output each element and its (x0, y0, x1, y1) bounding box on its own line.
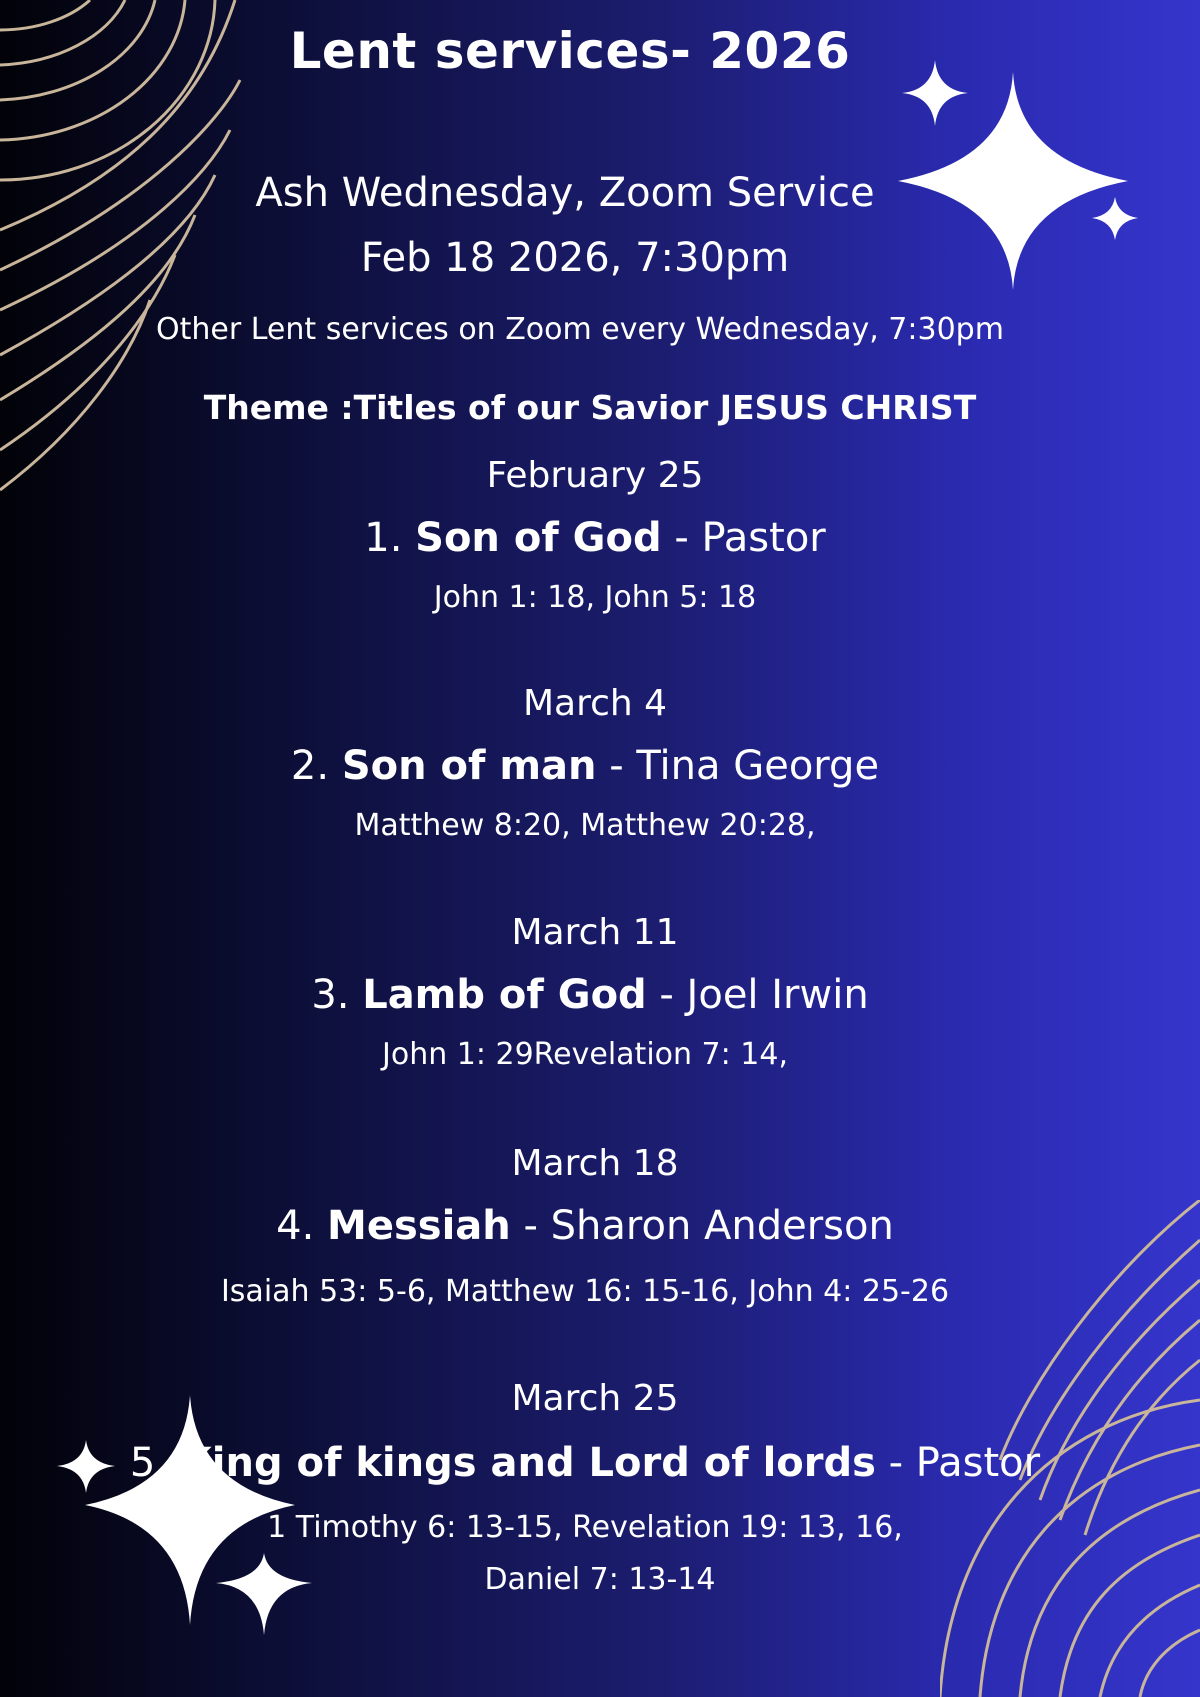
service-speaker: - Pastor (888, 1440, 1041, 1486)
service-title: King of kings and Lord of lords (180, 1440, 876, 1486)
poster-title: Lent services- 2026 (289, 22, 851, 80)
scripture-refs: John 1: 29Revelation 7: 14, (382, 1037, 788, 1072)
service-entry (0, 1440, 1185, 1486)
scripture-refs: 1 Timothy 6: 13-15, Revelation 19: 13, 16, (267, 1510, 903, 1545)
service-number: 3. (311, 972, 350, 1018)
scripture-refs: Isaiah 53: 5-6, Matthew 16: 15-16, John 4: 25-26 (220, 1274, 950, 1309)
service-date: March 25 (511, 1378, 679, 1419)
service-number: 1. (364, 515, 403, 561)
service-speaker: - Tina George (609, 743, 880, 789)
service-title: Lamb of God (362, 972, 647, 1018)
service-date: March 18 (511, 1143, 679, 1184)
service-speaker: - Joel Irwin (659, 972, 869, 1018)
service-entry (0, 743, 1185, 789)
service-date: March 11 (511, 912, 679, 953)
service-number: 5. (129, 1440, 169, 1486)
service-title: Messiah (327, 1203, 511, 1249)
theme-heading: Theme :Titles of our Savior JESUS CHRIST (203, 388, 977, 427)
scripture-refs-continued: Daniel 7: 13-14 (484, 1562, 716, 1597)
service-entry (0, 972, 1190, 1018)
service-date: March 4 (522, 683, 668, 724)
service-date: February 25 (486, 455, 704, 496)
service-entry (0, 515, 1195, 561)
service-speaker: - Pastor (674, 515, 826, 561)
scripture-refs: Matthew 8:20, Matthew 20:28, (354, 808, 816, 843)
other-services-note: Other Lent services on Zoom every Wednesday, 7:30pm (156, 312, 1004, 347)
service-speaker: - Sharon Anderson (523, 1203, 894, 1249)
service-number: 4. (276, 1203, 315, 1249)
ash-wednesday-datetime: Feb 18 2026, 7:30pm (360, 235, 790, 281)
service-title: Son of man (341, 743, 597, 789)
scripture-refs: John 1: 18, John 5: 18 (433, 580, 757, 615)
service-title: Son of God (415, 515, 662, 561)
service-number: 2. (290, 743, 330, 789)
service-entry (0, 1203, 1185, 1249)
ash-wednesday-line: Ash Wednesday, Zoom Service (255, 170, 875, 216)
